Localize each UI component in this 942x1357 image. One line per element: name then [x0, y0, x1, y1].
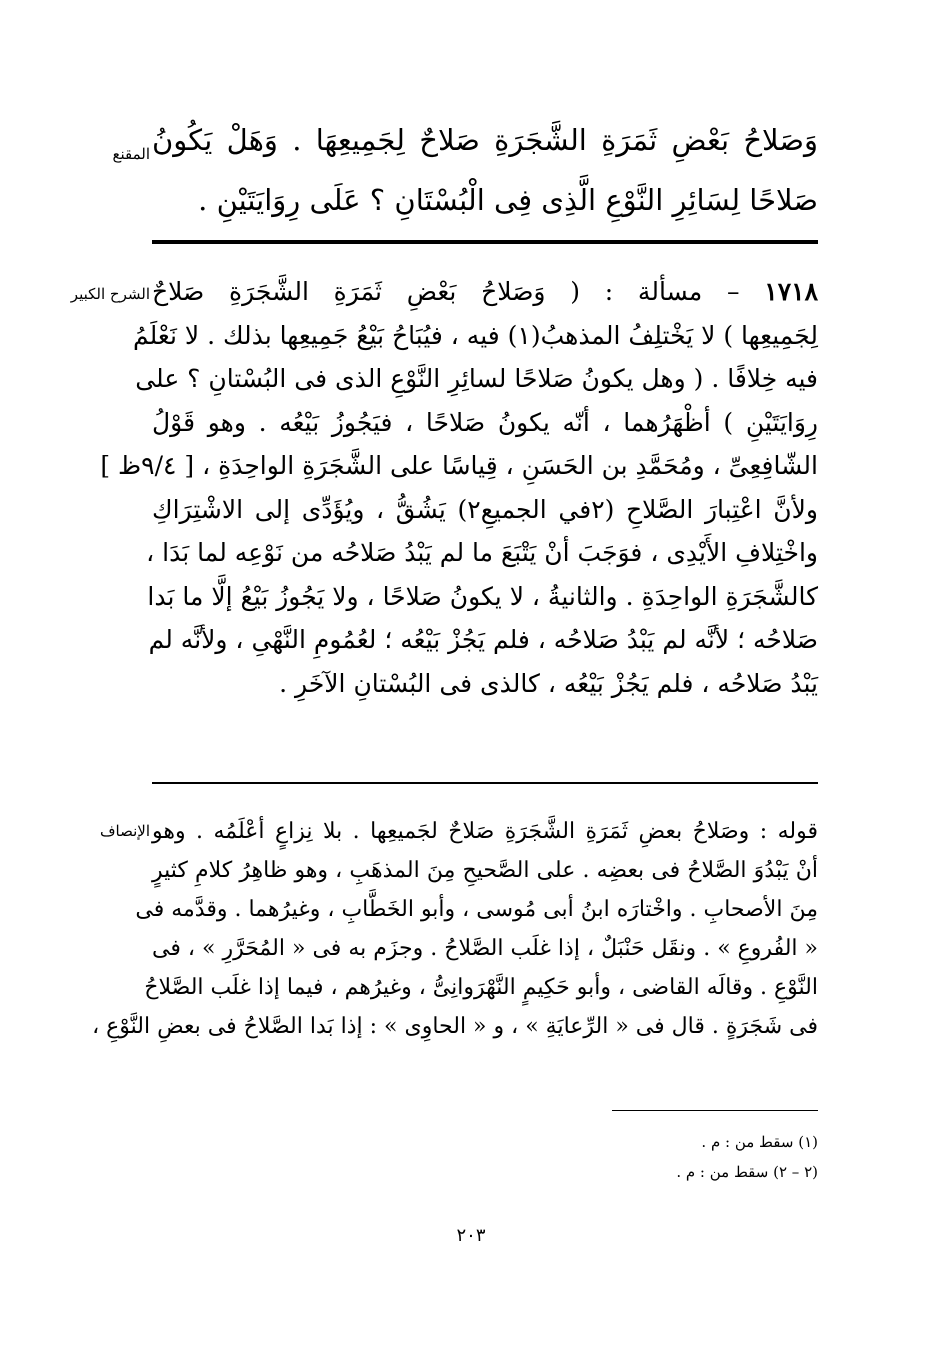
- footnote-divider: [612, 1110, 818, 1111]
- muqni-text: [152, 110, 818, 230]
- issue-number: ١٧١٨: [764, 277, 818, 306]
- text-line: مِنَ الأصحابِ . واخْتارَه ابنُ أبى مُوسى ، وأبو الخَطَّابِ ، وغيرُهما . وقدَّمه فى: [135, 897, 818, 922]
- footnote: (٢ – ٢) سقط من : م .: [676, 1163, 818, 1181]
- text-line: رِوَايَتَيْنِ ) أظْهَرُهما ، أنّه يكونُ صَلاحًا ، فيَجُوزُ بَيْعُه . وهو قَوْلُ: [152, 407, 818, 437]
- text-line: فيه خِلافًا . ( وهل يكونُ صَلاحًا لسائِرِ النَّوْعِ الذى فى البُسْتانِ ؟ على: [135, 364, 818, 393]
- text-line: يَبْدُ صَلاحُه ، فلم يَجُزْ بَيْعُه ، كالذى فى البُسْتانِ الآخَرِ .: [279, 668, 818, 698]
- text-line: صَلاحُه ؛ لأنَّه لم يَبْدُ صَلاحُه ، فلم يَجُزْ بَيْعُه ؛ لعُمُومِ النَّهْىِ ، ولأنَّه لم: [148, 625, 818, 654]
- text-line: وَصَلاحُ بَعْضِ ثَمَرَةِ الشَّجَرَةِ صَلاحٌ لِجَمِيعِهَا . وَهَلْ يَكُونُ: [152, 123, 818, 157]
- text-line: واخْتِلافِ الأَيْدِى ، فوَجَبَ أنْ يَتْبَعَ ما لم يَبْدُ صَلاحُه من نَوْعِه لما بَدَا ،: [146, 538, 818, 567]
- text-line: ولأنَّ اعْتِبارَ الصَّلاحِ (٢في الجميعِ٢) يَشُقُّ ، ويُؤَدِّى إلى الاشْتِرَاكِ: [152, 494, 818, 524]
- text-line: [152, 270, 818, 314]
- text-line: الشّافِعِىِّ ، ومُحَمَّدِ بن الحَسَنِ ، قِياسًا على الشَّجَرَةِ الواحِدَةِ ، [ ٩/٤ظ ]: [100, 451, 818, 480]
- text-line: « الفُروعِ » . ونقَل حَنْبَلٌ ، إذا غلَب الصَّلاحُ . وجزَم به فى « المُحَرَّرِ » ، فى: [152, 936, 818, 961]
- section-label-sharh: الشرح الكبير: [70, 285, 150, 303]
- text-line: فى شَجَرَةٍ . قال فى « الرِّعايَةِ » ، و « الحاوِى » : إذا بَدا الصَّلاحُ فى بعضِ النَّوْعِ ،: [92, 1014, 818, 1039]
- section-label-insaf: الإنصاف: [99, 822, 150, 840]
- issue-heading: – مسألة : ( وَصَلاحُ بَعْضِ ثَمَرَةِ الشَّجَرَةِ صَلاحٌ: [152, 277, 740, 306]
- thin-divider: [152, 782, 818, 784]
- text-line: لِجَمِيعِها ) لا يَخْتلِفُ المذهبُ(١) فيه ، فيُبَاحُ بَيْعُ جَمِيعِها بذلك . لا نَعْلَمُ: [132, 320, 818, 350]
- text-line: صَلاحًا لِسَائِرِ النَّوْعِ الَّذِى فِى الْبُسْتَانِ ؟ عَلَى رِوَايَتَيْنِ .: [198, 183, 818, 217]
- text-line: أنْ يَبْدُوَ الصَّلاحُ فى بعضِه . على الصَّحيحِ مِنَ المذهَبِ ، وهو ظاهِرُ كلامِ كثيرٍ: [152, 858, 818, 883]
- text-line: النَّوْعِ . وقالَه القاضى ، وأبو حَكِيمٍ النَّهْرَوانِىُّ ، وغيرُهم ، فيما إذا غلَب الصَّلاحُ: [144, 975, 818, 1000]
- thick-divider: [152, 240, 818, 244]
- text-line: كالشَّجَرَةِ الواحِدَةِ . والثانيةُ ، لا يكونُ صَلاحًا ، ولا يَجُوزُ بَيْعُ إلَّا ما بَدا: [147, 581, 818, 611]
- footnotes: [152, 1127, 818, 1187]
- text-line: قوله : وصَلاحُ بعضِ ثَمَرَةِ الشَّجَرَةِ صَلاحٌ لجَميعِها . بلا نِزاعٍ أعْلَمُه . وهو: [152, 819, 818, 844]
- section-label-muqni: المقنع: [112, 145, 150, 163]
- footnote: (١) سقط من : م .: [701, 1133, 818, 1151]
- page-number: ٢٠٣: [456, 1225, 486, 1246]
